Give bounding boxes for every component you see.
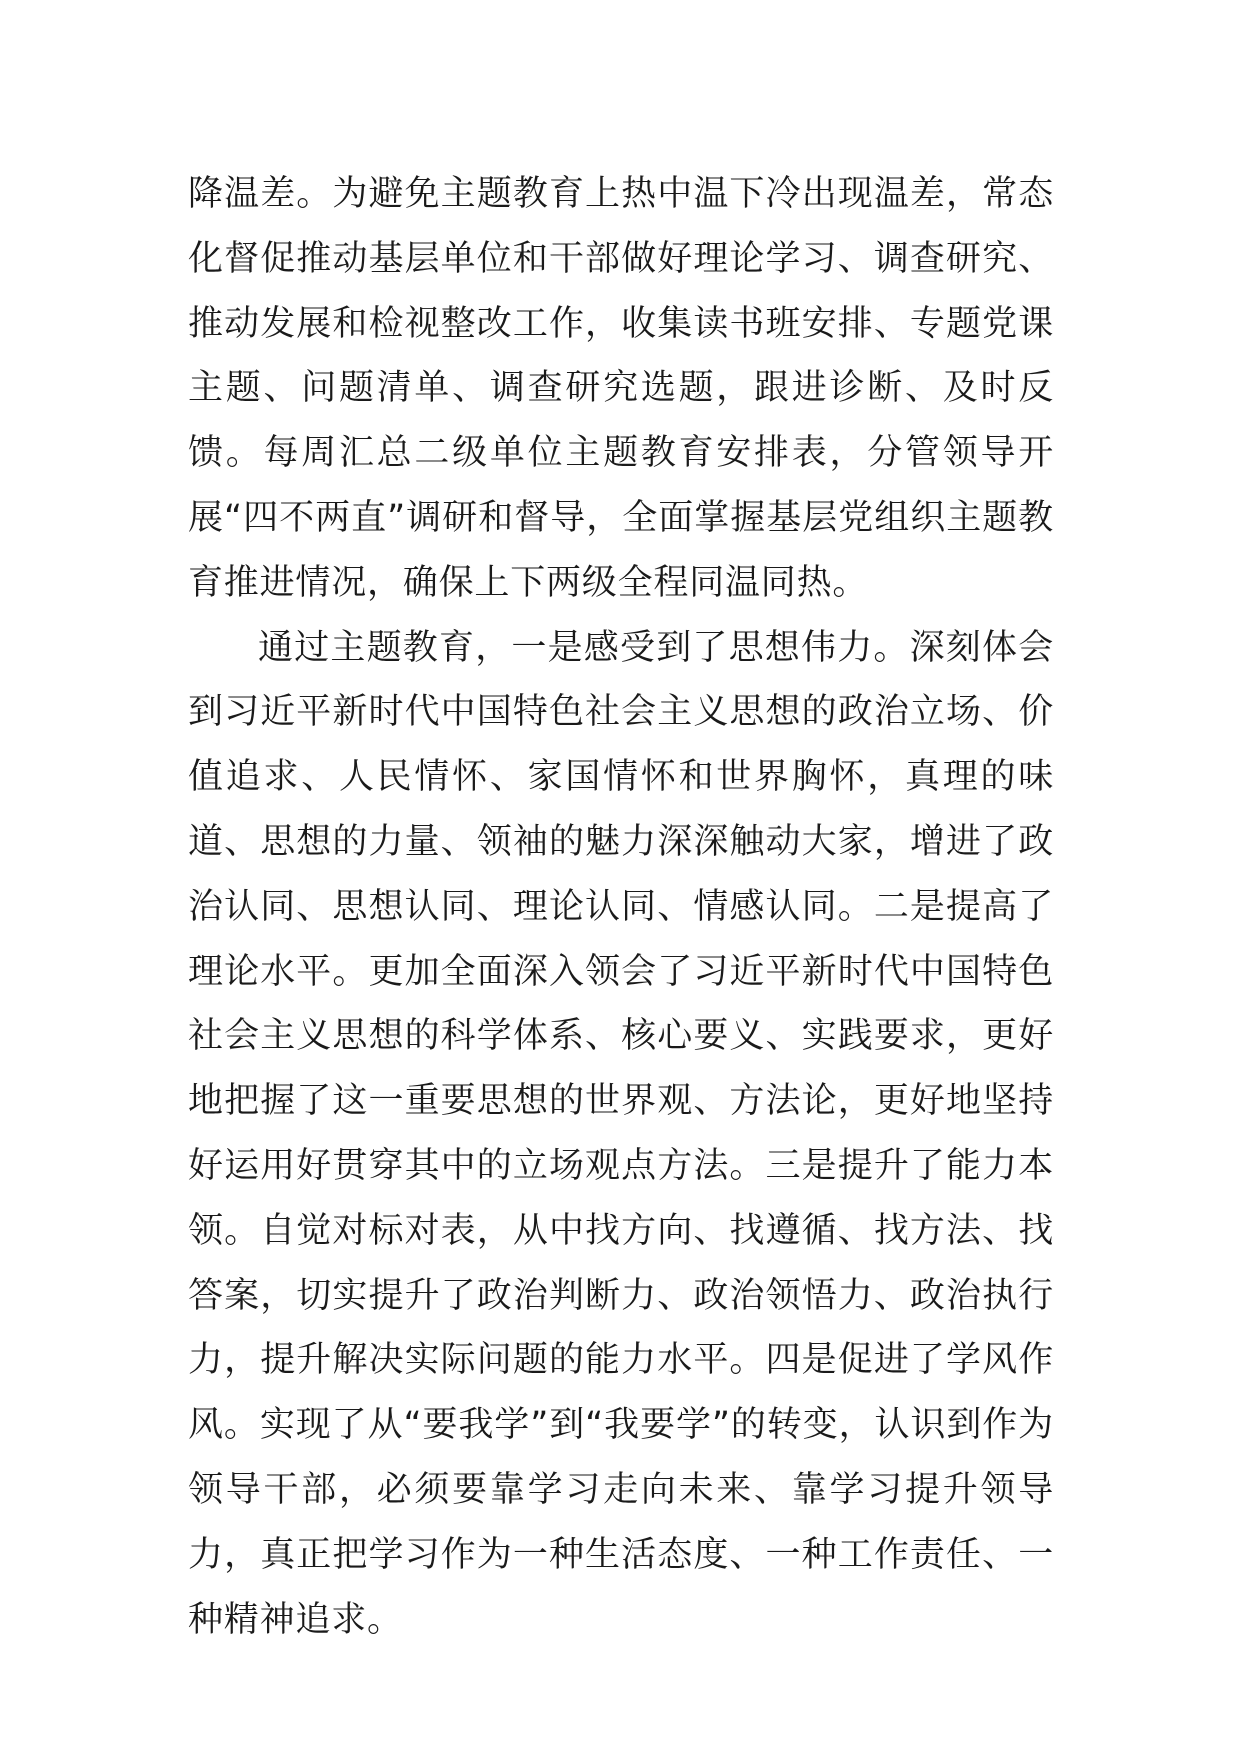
paragraph-1: 降温差。为避免主题教育上热中温下冷出现温差，常态化督促推动基层单位和干部做好理论学习、调查研究、推动发展和检视整改工作，收集读书班安排、专题党课主题、问题清单、调查研究选题，跟进诊断、及时反馈。每周汇总二级单位主题教育安排表，分管领导开展“四不两直”调研和督导，全面掌握基层党组织主题教育推进情况，确保上下两级全程同温同热。 — [188, 174, 1054, 603]
paragraph-2: 通过主题教育，一是感受到了思想伟力。深刻体会到习近平新时代中国特色社会主义思想的政治立场、价值追求、人民情怀、家国情怀和世界胸怀，真理的味道、思想的力量、领袖的魅力深深触动大家，增进了政治认同、思想认同、理论认同、情感认同。二是提高了理论水平。更加全面深入领会了习近平新时代中国特色社会主义思想的科学体系、核心要义、实践要求，更好地把握了这一重要思想的世界观、方法论，更好地坚持好运用好贯穿其中的立场观点方法。三是提升了能力本领。自觉对标对表，从中找方向、找遵循、找方法、找答案，切实提升了政治判断力、政治领悟力、政治执行力，提升解决实际问题的能力水平。四是促进了学风作风。实现了从“要我学”到“我要学”的转变，认识到作为领导干部，必须要靠学习走向未来、靠学习提升领导力，真正把学习作为一种生活态度、一种工作责任、一种精神追求。 — [188, 627, 1054, 1640]
document-body — [188, 162, 1054, 1652]
